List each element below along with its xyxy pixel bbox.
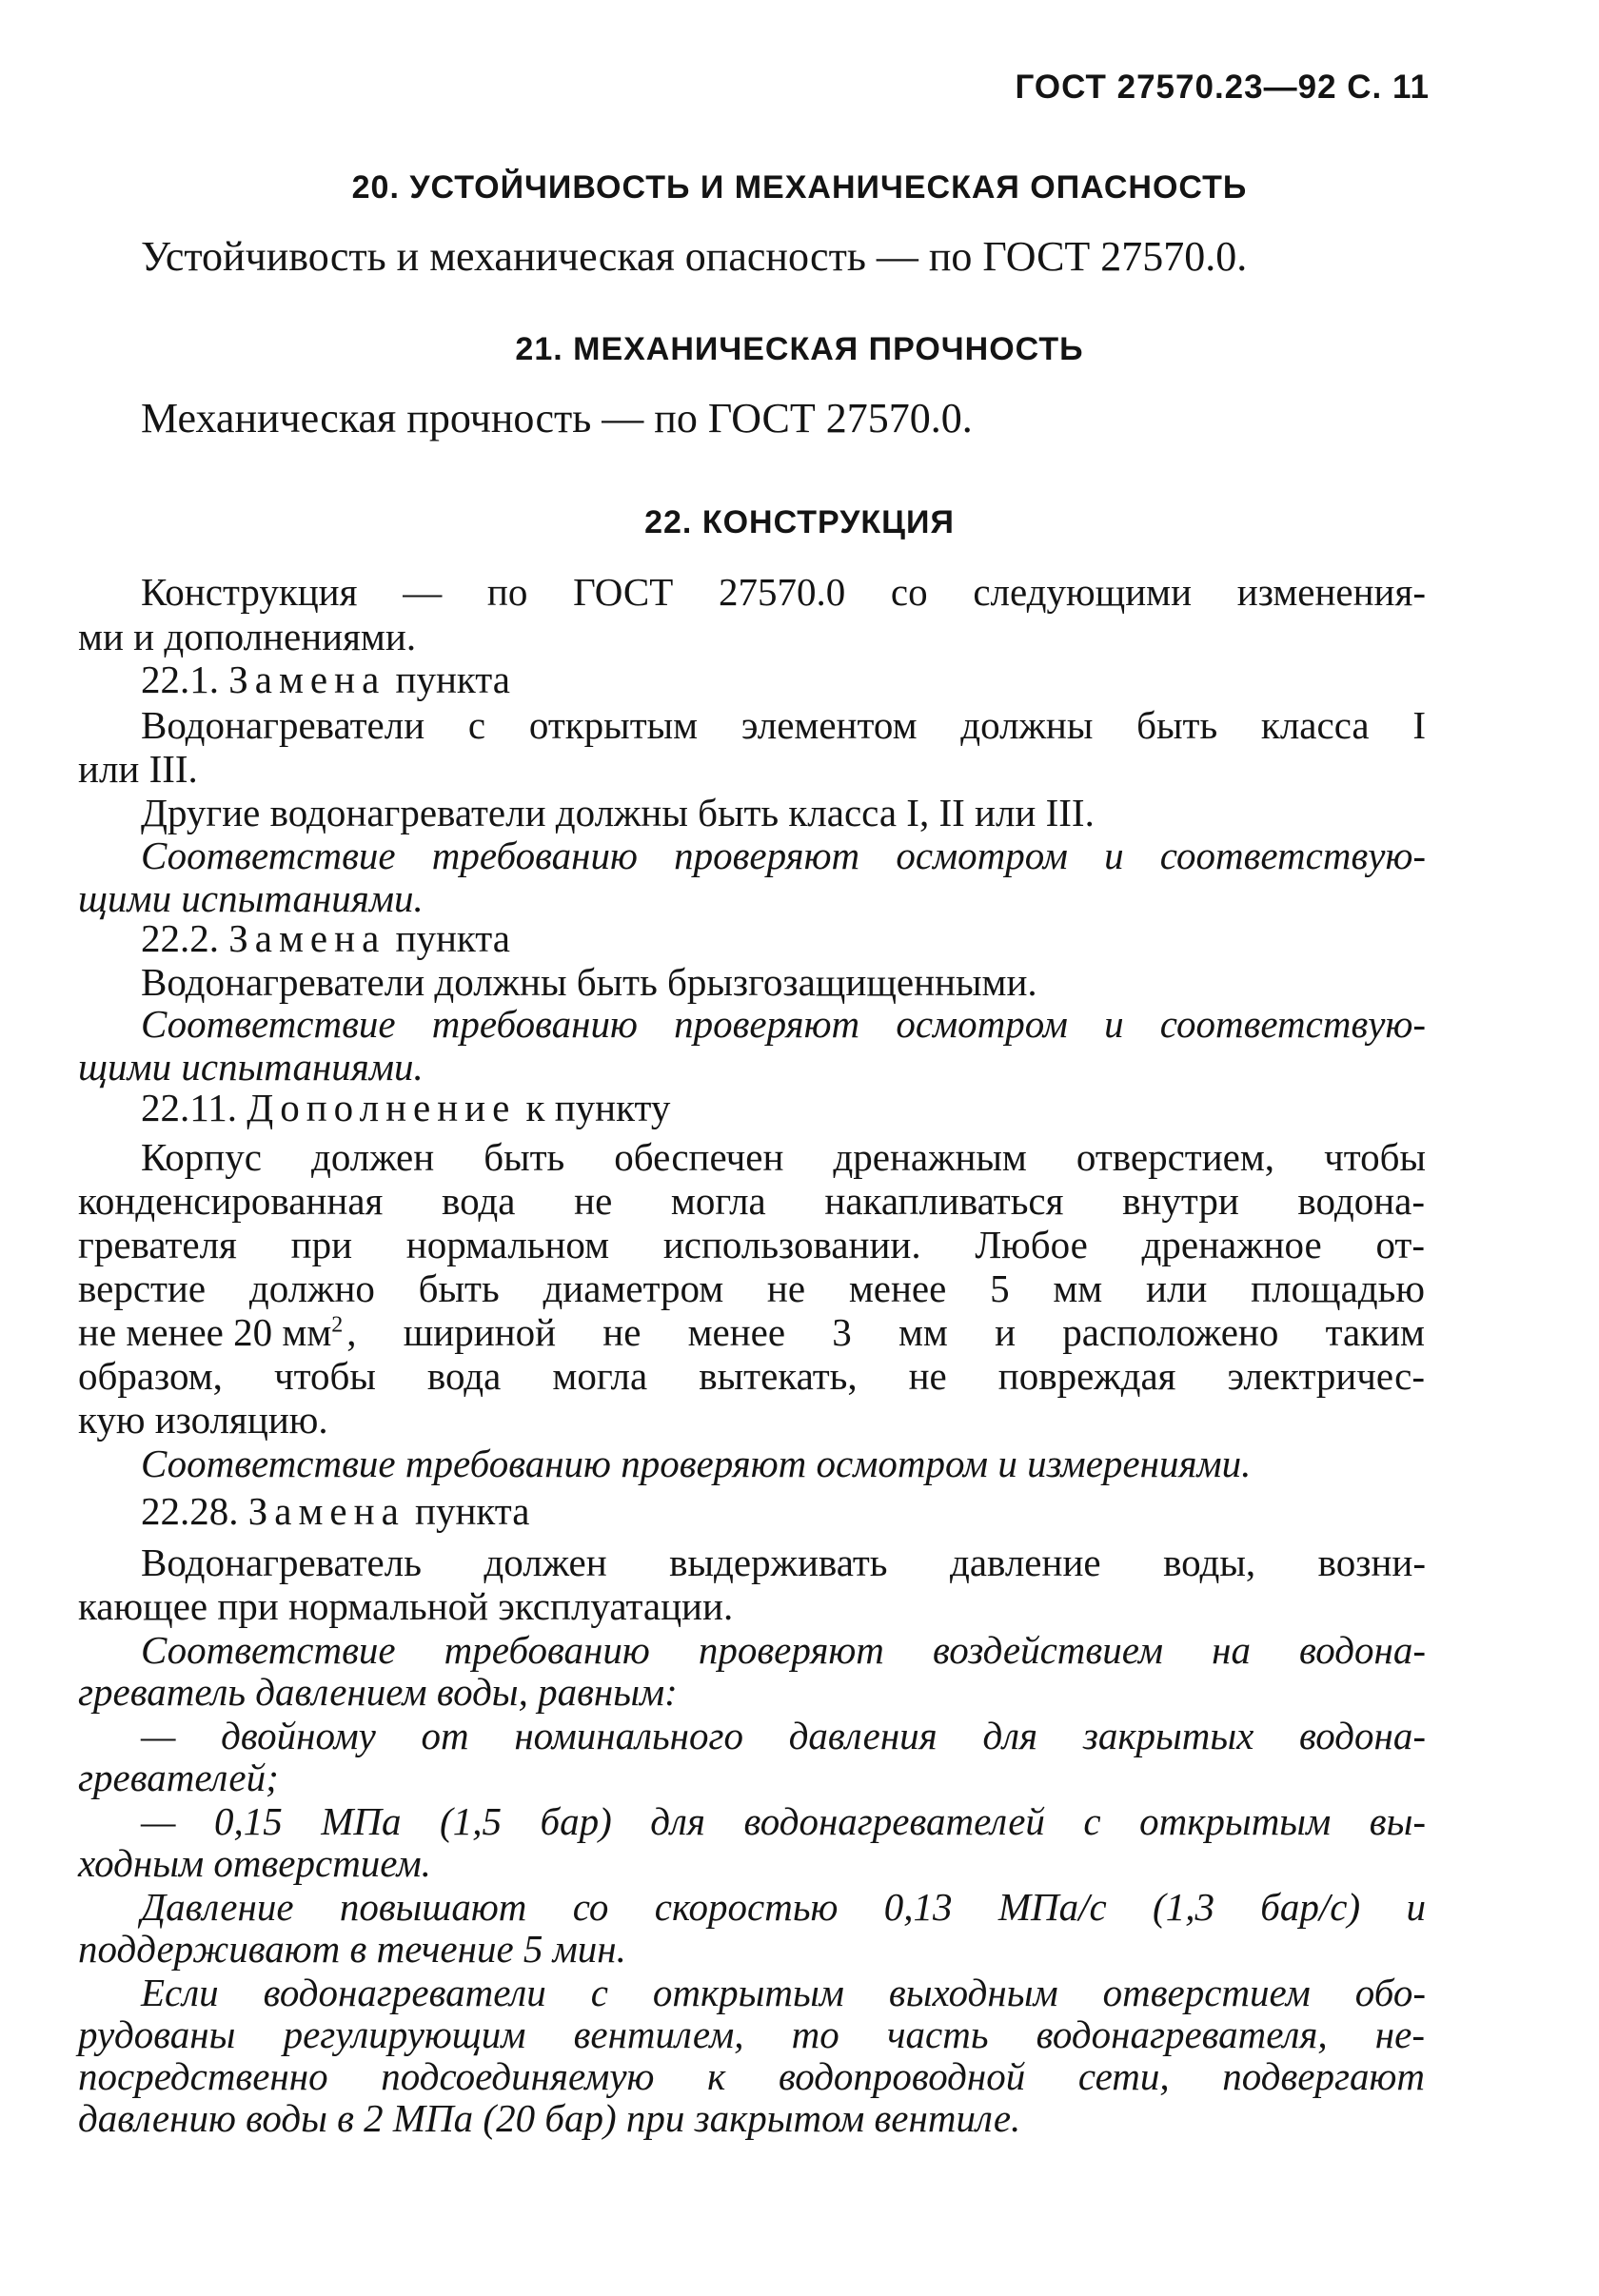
clause-22-28-compliance-1: Соответствие требованию проверяют воздействием на водона- xyxy=(141,1628,1426,1672)
clause-action: Замена xyxy=(228,657,386,701)
clause-22-1-title xyxy=(141,657,510,702)
page-header: ГОСТ 27570.23—92 С. 11 xyxy=(1015,69,1430,106)
clause-22-11-text-4: верстие должно быть диаметром не менее 5 мм или площадью xyxy=(78,1266,1425,1310)
section-21-text: Механическая прочность — по ГОСТ 27570.0. xyxy=(141,395,973,442)
clause-number: 22.11. xyxy=(141,1086,237,1129)
clause-22-2-compliance-2: щими испытаниями. xyxy=(78,1045,424,1089)
clause-22-1-compliance-2: щими испытаниями. xyxy=(78,876,424,920)
clause-target: пункта xyxy=(395,916,510,960)
clause-22-28-valve-2: рудованы регулирующим вентилем, то часть водонагревателя, не- xyxy=(78,2012,1425,2056)
clause-22-28-title xyxy=(141,1488,529,1534)
clause-22-2-compliance-1: Соответствие требованию проверяют осмотром и соответствую- xyxy=(141,1002,1426,1046)
clause-22-28-valve-4: давлению воды в 2 МПа (20 бар) при закрытом вентиле. xyxy=(78,2096,1021,2140)
clause-22-28-compliance-2: греватель давлением воды, равным: xyxy=(78,1670,678,1714)
clause-target: пункта xyxy=(395,657,510,701)
construction-intro-line-1: Конструкция — по ГОСТ 27570.0 со следующими изменения- xyxy=(141,570,1426,614)
clause-22-28-pressure-rate-1: Давление повышают со скоростью 0,13 МПа/с (1,3 бар/с) и xyxy=(141,1885,1426,1929)
clause-22-28-pressure-rate-2: поддерживают в течение 5 мин. xyxy=(78,1927,626,1971)
superscript: 2 xyxy=(331,1312,344,1338)
clause-number: 22.1. xyxy=(141,657,219,701)
section-22-heading: 22. КОНСТРУКЦИЯ xyxy=(644,504,955,540)
clause-action: Замена xyxy=(247,1489,405,1533)
clause-action: Замена xyxy=(228,916,386,960)
clause-22-1-text-2: Другие водонагреватели должны быть класса I, II или III. xyxy=(141,791,1095,834)
clause-22-28-list-item-1a: — двойному от номинального давления для закрытых водона- xyxy=(141,1714,1426,1757)
clause-22-11-text-1: Корпус должен быть обеспечен дренажным отверстием, чтобы xyxy=(141,1135,1426,1179)
text-fragment: , шириной не менее 3 мм и расположено таким xyxy=(346,1310,1425,1354)
clause-number: 22.28. xyxy=(141,1489,239,1533)
clause-22-28-list-item-2a: — 0,15 МПа (1,5 бар) для водонагревателей с открытым вы- xyxy=(141,1799,1426,1843)
section-21-heading: 21. МЕХАНИЧЕСКАЯ ПРОЧНОСТЬ xyxy=(515,331,1084,367)
clause-22-28-text-2: кающее при нормальной эксплуатации. xyxy=(78,1584,734,1628)
clause-22-11-compliance: Соответствие требованию проверяют осмотром и измерениями. xyxy=(141,1442,1252,1485)
clause-22-2-title xyxy=(141,915,510,961)
clause-22-11-text-3: гревателя при нормальном использовании. Любое дренажное от- xyxy=(78,1223,1425,1266)
text-fragment: не менее 20 $мм^2$ xyxy=(78,1310,344,1354)
clause-22-1-compliance-1: Соответствие требованию проверяют осмотром и соответствую- xyxy=(141,834,1426,877)
clause-22-11-title xyxy=(141,1085,670,1130)
section-20-text: Устойчивость и механическая опасность — по ГОСТ 27570.0. xyxy=(141,233,1248,280)
clause-22-1-text-1a: Водонагреватели с открытым элементом должны быть класса I xyxy=(141,703,1426,747)
clause-target: пункта xyxy=(415,1489,530,1533)
clause-22-11-text-6: образом, чтобы вода могла вытекать, не повреждая электричес- xyxy=(78,1354,1425,1398)
clause-22-1-text-1b: или III. xyxy=(78,747,198,791)
clause-target: к пункту xyxy=(525,1086,671,1129)
clause-number: 22.2. xyxy=(141,916,219,960)
clause-22-28-text-1: Водонагреватель должен выдерживать давление воды, возни- xyxy=(141,1540,1426,1584)
clause-action: Дополнение xyxy=(247,1086,517,1129)
construction-intro-line-2: ми и дополнениями. xyxy=(78,615,417,658)
section-20-heading: 20. УСТОЙЧИВОСТЬ И МЕХАНИЧЕСКАЯ ОПАСНОСТЬ xyxy=(351,169,1248,206)
clause-22-28-list-item-2b: ходным отверстием. xyxy=(78,1841,431,1885)
clause-22-11-text-5 xyxy=(78,1309,1425,1355)
clause-22-28-valve-3: посредственно подсоединяемую к водопроводной сети, подвергают xyxy=(78,2054,1425,2098)
clause-22-2-text-1: Водонагреватели должны быть брызгозащищенными. xyxy=(141,960,1037,1004)
clause-22-28-list-item-1b: гревателей; xyxy=(78,1756,279,1799)
clause-22-11-text-7: кую изоляцию. xyxy=(78,1398,328,1442)
clause-22-28-valve-1: Если водонагреватели с открытым выходным отверстием обо- xyxy=(141,1971,1426,2014)
clause-22-11-text-2: конденсированная вода не могла накапливаться внутри водона- xyxy=(78,1179,1425,1223)
